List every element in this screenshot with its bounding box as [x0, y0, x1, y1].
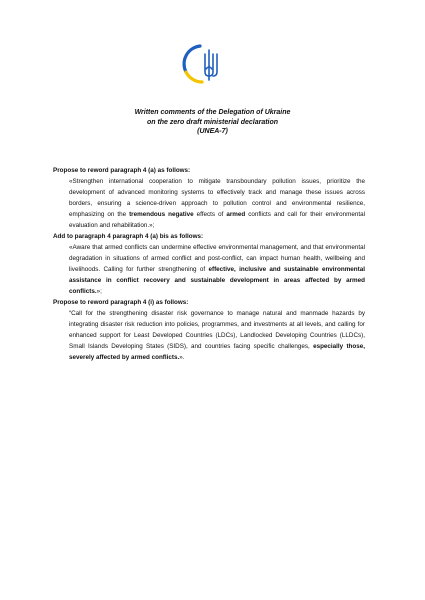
section-heading: Propose to reword paragraph 4 (a) as follows:	[53, 167, 191, 174]
bold-run: tremendous negative	[129, 211, 194, 218]
title-line-2: on the zero draft ministerial declaration	[146, 118, 279, 126]
document-title	[0, 108, 425, 137]
section-heading: Propose to reword paragraph 4 (i) as follows:	[53, 299, 189, 306]
text-run: «Aware that armed conflicts can undermine effective environmental management, and that environmental degradation in situations of armed conflict and post-conflict, can impact human health, wellbeing and livelihoods. Calling for further strengthening of	[69, 244, 365, 273]
section-text	[69, 242, 365, 297]
text-run: “Call for the strengthening disaster risk governance to manage natural and manmade hazards by integrating disaster risk reduction into policies, programmes, and investments at all levels, and calling for enhanced support for Least Developed Countries (LDCs), Landlocked Developing Countries (LLDCs), Small Islands Developing States (SIDS), and countries facing specific challenges,	[69, 310, 365, 350]
section-paragraph-4i	[53, 297, 365, 363]
section-text	[69, 308, 365, 363]
title-line-3: (UNEA-7)	[197, 128, 228, 135]
title-line-1: Written comments of the Delegation of Ukraine	[134, 109, 291, 116]
section-paragraph-4a-bis	[53, 231, 365, 297]
section-heading: Add to paragraph 4 paragraph 4 (a) bis as follows:	[53, 233, 204, 240]
text-run: «Strengthen international cooperation to mitigate transboundary pollution issues, prioritize the development of advanced monitoring systems to effectively track and manage these issues across borders, ensuring a science-driven approach to pollution control and environmental resilience, emphasizing on the	[69, 178, 365, 218]
bold-run: armed	[226, 211, 246, 218]
bold-run: especially those, severely affected by armed conflicts.	[69, 343, 365, 361]
ukraine-trident-emblem-icon	[180, 42, 226, 86]
document-body	[53, 165, 365, 363]
text-run: effects of	[193, 211, 227, 218]
section-text	[69, 176, 365, 231]
text-run: »;	[96, 288, 102, 295]
text-run: ».	[179, 354, 185, 361]
bold-run: effective, inclusive and sustainable environmental assistance in conflict recovery and sustainable development in areas affected by armed conflicts.	[69, 266, 365, 295]
section-paragraph-4a	[53, 165, 365, 231]
text-run: conflicts and call for their environmental evaluation and rehabilitation.»;	[69, 211, 365, 229]
